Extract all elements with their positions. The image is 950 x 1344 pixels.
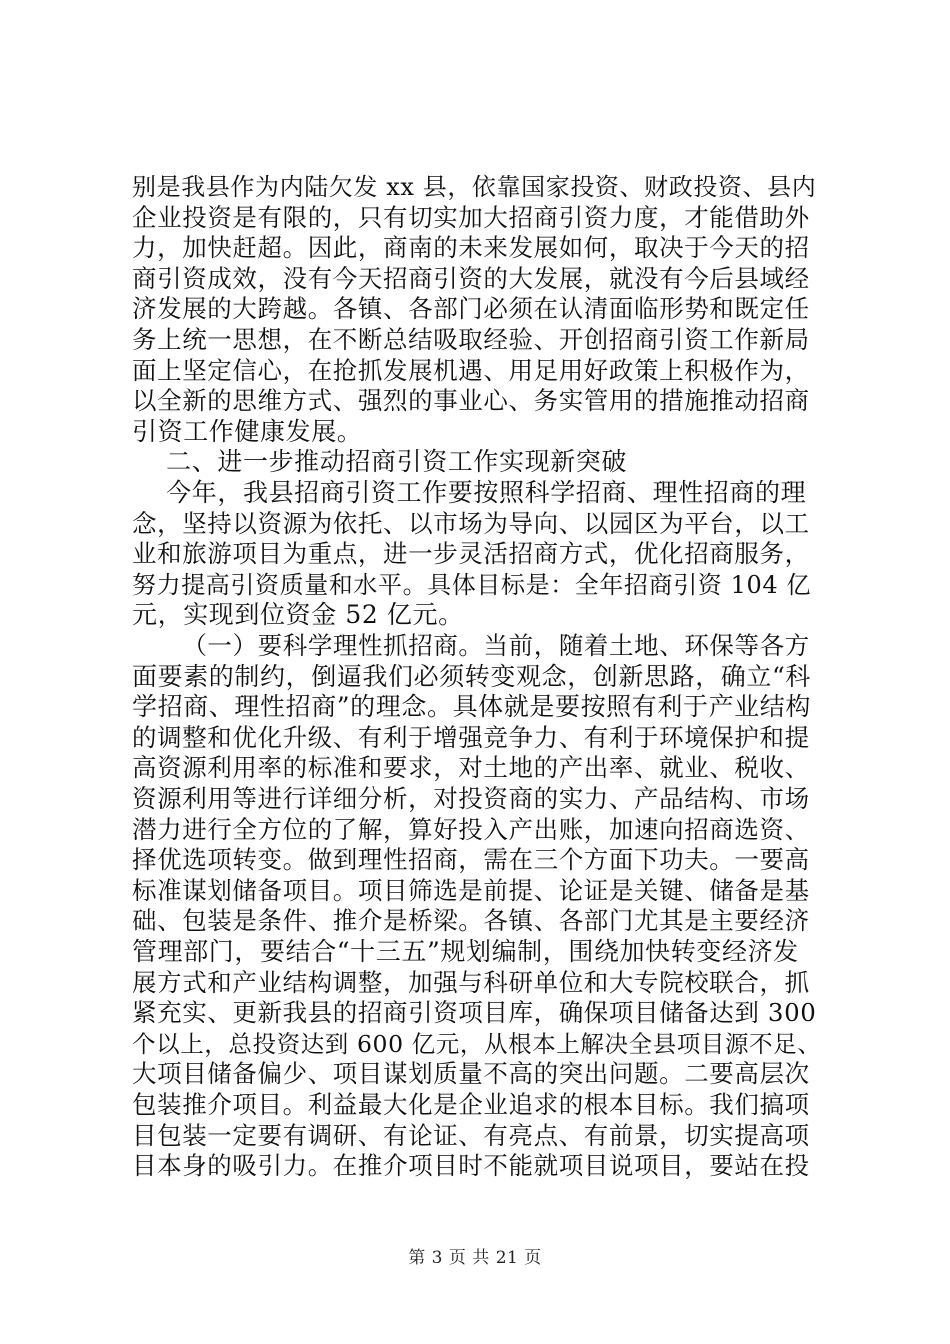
text-line: 潜力进行全方位的了解，算好投入产出账，加速向招商选资、: [132, 814, 810, 844]
text-line: 商引资成效，没有今天招商引资的大发展，就没有今后县域经: [132, 263, 810, 293]
text-line: 业和旅游项目为重点，进一步灵活招商方式，优化招商服务，: [132, 539, 810, 569]
text-line: 济发展的大跨越。各镇、各部门必须在认清面临形势和既定任: [132, 294, 810, 324]
text-line: 高资源利用率的标准和要求，对土地的产出率、就业、税收、: [132, 753, 810, 783]
text-line: 管理部门，要结合“十三五”规划编制，围绕加快转变经济发: [132, 937, 799, 966]
text-line: 力，加快赶超。因此，商南的未来发展如何，取决于今天的招: [132, 233, 810, 263]
text-line: 个以上，总投资达到 600 亿元，从根本上解决全县项目源不足、: [132, 1029, 822, 1058]
text-line: 以全新的思维方式、强烈的事业心、务实管用的措施推动招商: [132, 386, 810, 416]
text-line: （一）要科学理性抓招商。当前，随着土地、环保等各方: [132, 631, 810, 660]
text-line: 资源利用等进行详细分析，对投资商的实力、产品结构、市场: [132, 784, 810, 813]
text-line: 目包装一定要有调研、有论证、有亮点、有前景，切实提高项: [132, 1120, 810, 1150]
text-line: 础、包装是条件、推介是桥梁。各镇、各部门尤其是主要经济: [132, 906, 810, 936]
text-line: 元，实现到位资金 52 亿元。: [132, 600, 464, 630]
text-line: 标准谋划储备项目。项目筛选是前提、论证是关键、储备是基: [132, 875, 810, 905]
text-line: 紧充实、更新我县的招商引资项目库，确保项目储备达到 300: [132, 998, 817, 1028]
text-line: 展方式和产业结构调整，加强与科研单位和大专院校联合，抓: [132, 967, 810, 997]
text-line: 企业投资是有限的，只有切实加大招商引资力度，才能借助外: [132, 202, 810, 232]
text-line: 别是我县作为内陆欠发 xx 县，依靠国家投资、财政投资、县内: [132, 173, 817, 201]
text-line: 面要素的制约，倒逼我们必须转变观念，创新思路，确立“科: [132, 661, 811, 691]
text-line: 包装推介项目。利益最大化是企业追求的根本目标。我们搞项: [132, 1090, 810, 1119]
text-line: 务上统一思想，在不断总结吸取经验、开创招商引资工作新局: [132, 325, 810, 354]
text-line: 今年，我县招商引资工作要按照科学招商、理性招商的理: [132, 478, 807, 507]
text-line: 目本身的吸引力。在推介项目时不能就项目说项目，要站在投: [132, 1151, 810, 1181]
text-line: 择优选项转变。做到理性招商，需在三个方面下功夫。一要高: [132, 845, 810, 875]
text-line: 念，坚持以资源为依托、以市场为导向、以园区为平台，以工: [132, 508, 810, 538]
text-line: 面上坚定信心，在抢抓发展机遇、用足用好政策上积极作为，: [132, 355, 810, 385]
text-line: 学招商、理性招商”的理念。具体就是要按照有利于产业结构: [132, 692, 811, 722]
text-line: 大项目储备偏少、项目谋划质量不高的突出问题。二要高层次: [132, 1059, 810, 1089]
text-line: 的调整和优化升级、有利于增强竞争力、有利于环境保护和提: [132, 722, 810, 752]
page-number-footer: 第 3 页 共 21 页: [408, 1248, 542, 1268]
text-line: 努力提高引资质量和水平。具体目标是：全年招商引资 104 亿: [132, 570, 812, 599]
text-line: 引资工作健康发展。: [132, 416, 363, 446]
section-heading: 二、进一步推动招商引资工作实现新突破: [132, 447, 627, 477]
